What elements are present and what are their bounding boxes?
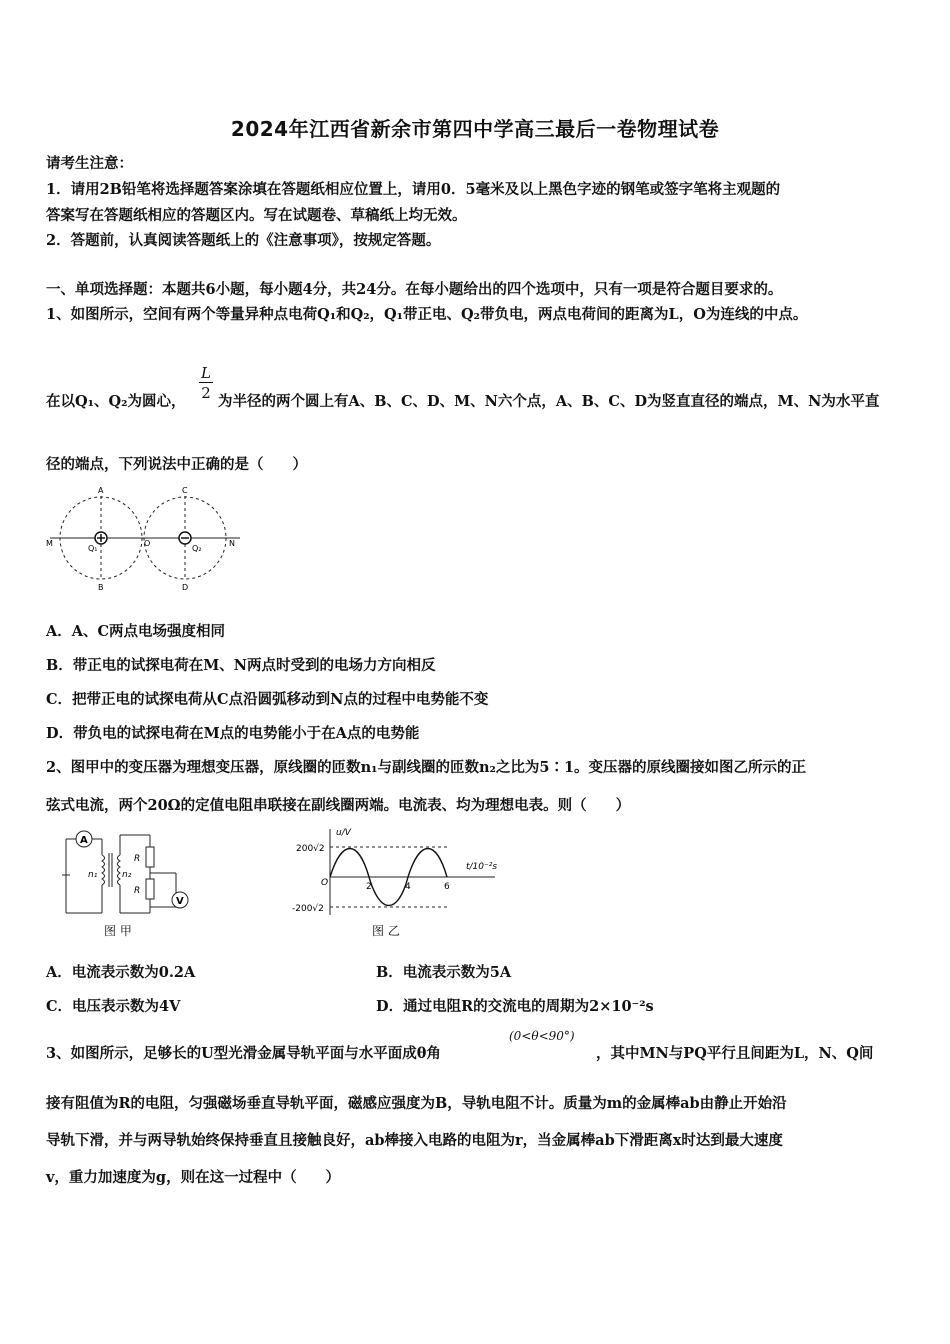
q3-angle-condition: (0<θ<90°)	[509, 1029, 575, 1043]
q3-line-2: 接有阻值为R的电阻，匀强磁场垂直导轨平面，磁感应强度为B，导轨电阻不计。质量为m的金属棒ab由静止开始沿	[46, 1095, 787, 1112]
q3-line-1b: ，其中MN与PQ平行且间距为L，N、Q间	[596, 1045, 874, 1062]
n1-label: n₁	[88, 870, 98, 880]
q3-line-4: v，重力加速度为g，则在这一过程中（ ）	[46, 1169, 341, 1186]
origin-label: O	[321, 878, 329, 888]
label-a: A	[98, 486, 104, 495]
primary-coil	[102, 855, 105, 885]
secondary-coil	[118, 855, 121, 885]
q1-option-a: A．A、C两点电场强度相同	[46, 623, 226, 640]
q2-transformer-circuit	[58, 825, 198, 937]
q1-line-2a: 在以Q₁、Q₂为圆心，	[46, 393, 186, 410]
q1-option-b: B．带正电的试探电荷在M、N两点时受到的电场力方向相反	[46, 657, 436, 674]
q1-charge-figure	[40, 482, 250, 592]
fraction-l-over-2	[196, 364, 216, 403]
notice-line-1b: 答案写在答题纸相应的答题区内。写在试题卷、草稿纸上均无效。	[46, 207, 467, 224]
q2-line-1: 2、图甲中的变压器为理想变压器，原线圈的匝数n₁与副线圈的匝数n₂之比为5∶1。变压器的原线圈接如图乙所示的正	[46, 759, 807, 776]
q3-line-1a: 3、如图所示，足够长的U型光滑金属导轨平面与水平面成θ角	[46, 1045, 441, 1062]
y-axis-label: u/V	[336, 828, 351, 838]
page-title: 2024年江西省新余市第四中学高三最后一卷物理试卷	[230, 117, 720, 141]
q2-option-a: A．电流表示数为0.2A	[46, 964, 196, 981]
q1-option-c: C．把带正电的试探电荷从C点沿圆弧移动到N点的过程中电势能不变	[46, 691, 489, 708]
q1-line-1: 1、如图所示，空间有两个等量异种点电荷Q₁和Q₂，Q₁带正电、Q₂带负电，两点电荷间的距离为L，O为连线的中点。	[46, 306, 808, 323]
resistor-1	[146, 847, 154, 867]
fig-a-caption: 图 甲	[104, 924, 132, 938]
tick-4-label: 4	[405, 882, 411, 892]
n2-label: n₂	[122, 870, 132, 880]
x-axis-label: t/10⁻²s	[466, 862, 498, 872]
notice-heading: 请考生注意：	[46, 155, 133, 172]
label-n: N	[229, 539, 235, 548]
q1-line-2b: 为半径的两个圆上有A、B、C、D、M、N六个点，A、B、C、D为竖直直径的端点，M、N为水平直	[218, 393, 880, 410]
label-m: M	[46, 539, 53, 548]
tick-6-label: 6	[444, 882, 450, 892]
notice-line-1: 1．请用2B铅笔将选择题答案涂填在答题纸相应位置上，请用0．5毫米及以上黑色字迹的钢笔或签字笔将主观题的	[46, 181, 781, 198]
fraction-denominator: 2	[201, 384, 211, 402]
bottom-value-label: -200√2	[292, 904, 324, 914]
r1-label: R	[134, 854, 141, 864]
voltmeter-label: V	[176, 896, 184, 907]
top-value-label: 200√2	[296, 844, 325, 854]
ammeter-label: A	[80, 835, 88, 846]
fig-b-caption: 图 乙	[372, 924, 400, 938]
q2-option-b: B．电流表示数为5A	[376, 964, 512, 981]
q2-sine-graph	[290, 825, 510, 920]
q2-line-2: 弦式电流，两个20Ω的定值电阻串联接在副线圈两端。电流表、均为理想电表。则（ ）	[46, 797, 631, 814]
fraction-numerator: L	[201, 364, 211, 382]
q3-line-3: 导轨下滑，并与两导轨始终保持垂直且接触良好，ab棒接入电路的电阻为r，当金属棒ab下滑距离x时达到最大速度	[46, 1132, 783, 1149]
q1-line-3: 径的端点，下列说法中正确的是（ ）	[46, 456, 307, 473]
label-q1: Q₁	[88, 544, 98, 553]
resistor-2	[146, 879, 154, 899]
r2-label: R	[134, 886, 141, 896]
section-1-heading: 一、单项选择题：本题共6小题，每小题4分，共24分。在每小题给出的四个选项中，只有一项是符合题目要求的。	[46, 281, 783, 298]
label-d: D	[182, 583, 189, 592]
label-c: C	[182, 486, 188, 495]
tick-2-label: 2	[366, 882, 372, 892]
notice-line-2: 2．答题前，认真阅读答题纸上的《注意事项》，按规定答题。	[46, 232, 441, 249]
label-o: O	[144, 539, 151, 548]
q2-option-c: C．电压表示数为4V	[46, 998, 181, 1015]
q1-option-d: D．带负电的试探电荷在M点的电势能小于在A点的电势能	[46, 725, 420, 742]
q2-option-d: D．通过电阻R的交流电的周期为2×10⁻²s	[376, 998, 654, 1015]
label-q2: Q₂	[192, 544, 202, 553]
label-b: B	[98, 583, 104, 592]
